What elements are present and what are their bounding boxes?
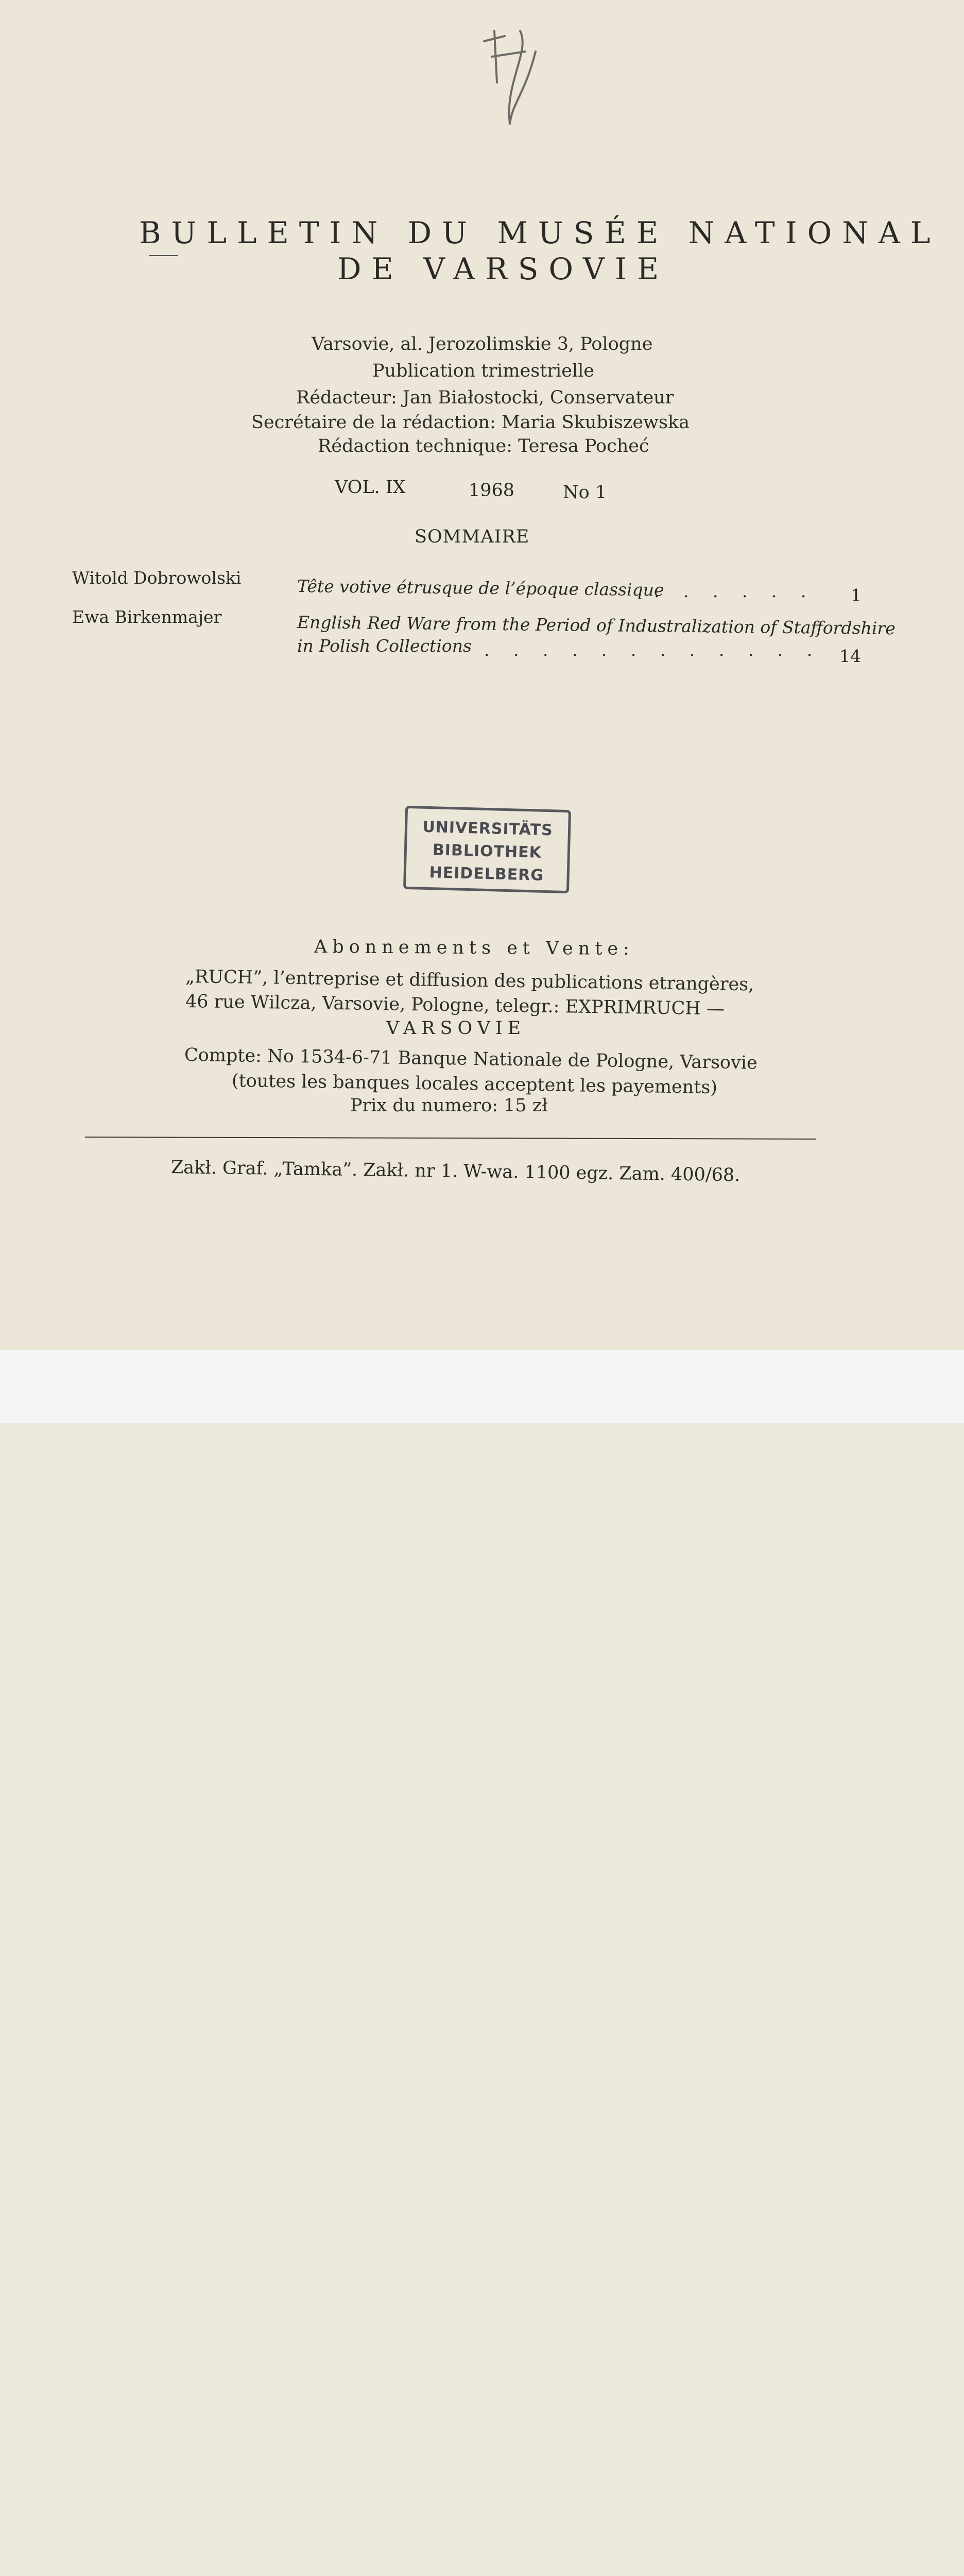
subscription-line: „RUCH”, l’entreprise et diffusion des publications etrangères, (185, 967, 754, 995)
stamp-line: BIBLIOTHEK (432, 841, 542, 862)
printer-imprint: Zakł. Graf. „Tamka”. Zakł. nr 1. W-wa. 1100 egz. Zam. 400/68. (170, 1157, 741, 1186)
contents-page-number: 1 (851, 585, 862, 605)
contents-article-title: English Red Ware from the Period of Industralization of Staffordshire (297, 612, 896, 639)
bulletin-title-line2: DE VARSOVIE (337, 251, 669, 286)
contents-article-title: Tête votive étrusque de l’époque classique (297, 576, 664, 600)
dot-leader: . . . . . . . . . . . . (484, 640, 822, 660)
contents-page-number: 14 (839, 646, 861, 666)
contents-article-title-cont: in Polish Collections (297, 636, 472, 656)
account-line: Compte: No 1534-6-71 Banque Nationale de Pologne, Varsovie (184, 1045, 758, 1074)
dot-leader: . . . . . . (654, 581, 816, 601)
stamp-line: UNIVERSITÄTS (422, 818, 554, 840)
volume-label: VOL. IX (335, 477, 406, 498)
issue-number: No 1 (563, 482, 607, 503)
digitization-footer (0, 1350, 964, 1423)
issue-year: 1968 (469, 480, 515, 501)
subscription-line: 46 rue Wilcza, Varsovie, Pologne, telegr.: EXPRIMRUCH — (185, 991, 725, 1020)
bulletin-title-line1: BULLETIN DU MUSÉE NATIONAL (139, 215, 941, 250)
horizontal-rule (85, 1137, 816, 1140)
library-stamp (403, 806, 571, 893)
technical-editor-line: Rédaction technique: Teresa Pocheć (318, 436, 649, 456)
handwritten-mark (474, 21, 551, 129)
stamp-line: HEIDELBERG (429, 863, 544, 885)
secretary-line: Secrétaire de la rédaction: Maria Skubiszewska (251, 412, 690, 433)
account-note: (toutes les banques locales acceptent les payements) (231, 1071, 718, 1098)
subscription-heading: Abonnements et Vente: (314, 936, 635, 960)
address-line: Varsovie, al. Jerozolimskie 3, Pologne (312, 334, 653, 354)
contents-author: Ewa Birkenmajer (72, 607, 222, 627)
editor-line: Rédacteur: Jan Białostocki, Conservateur (296, 387, 674, 408)
contents-author: Witold Dobrowolski (72, 568, 242, 588)
subscription-line: VARSOVIE (386, 1018, 526, 1039)
contents-heading: SOMMAIRE (415, 527, 530, 547)
publication-frequency: Publication trimestrielle (372, 361, 595, 381)
title-dash (149, 255, 178, 256)
price-line: Prix du numero: 15 zł (350, 1095, 548, 1116)
